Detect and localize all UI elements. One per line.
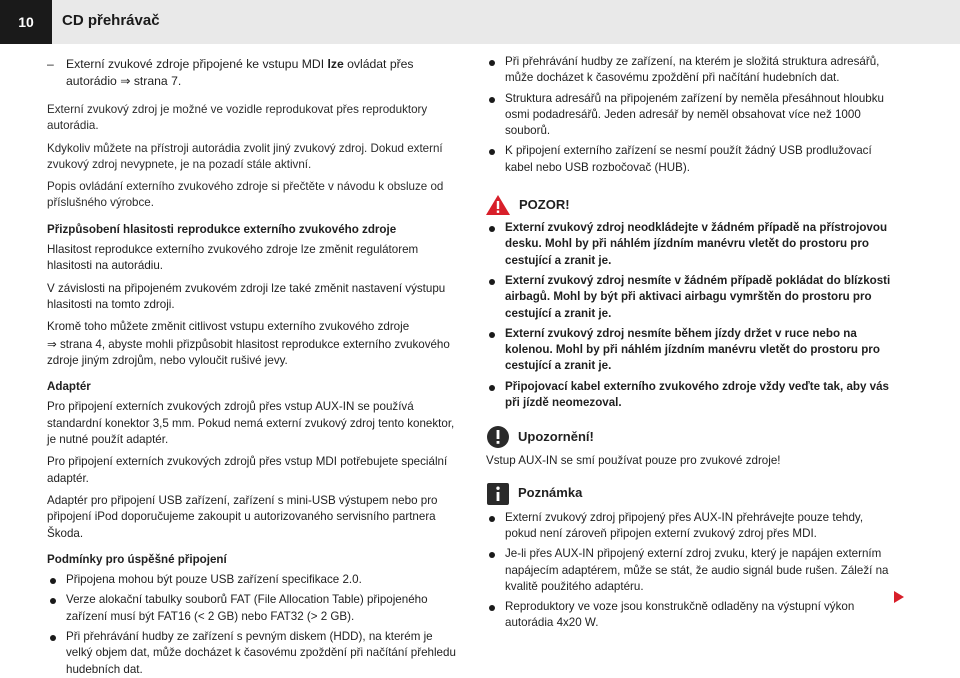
info-icon (486, 482, 510, 506)
warning-title: POZOR! (519, 196, 570, 212)
paragraph-switch-source: Kdykoliv můžete na přístroji autorádia zvolit jiný zvukový zdroj. Dokud externí zvukový zdroj nevypnete, je na pozadí stále aktivní. (47, 141, 443, 171)
intro-dash-item (47, 56, 462, 90)
paragraph-adapter-1: Pro připojení externích zvukových zdrojů přes vstup AUX-IN se používá standardní konektor 3,5 mm. Pokud nemá externí zvukový zdroj tento konektor, je nutné použít adaptér. (47, 400, 455, 447)
p6-before: Kromě toho můžete změnit citlivost vstupu externího zvukového zdroje (47, 320, 410, 334)
list-item: Externí zvukový zdroj nesmíte během jízdy držet v ruce nebo na kolenou. Mohl by při náhlém jízdním manévru vletět do prostoru pro cestující a zranit je. (486, 326, 891, 375)
warning-header (486, 194, 891, 216)
left-column (47, 48, 462, 678)
next-page-arrow-icon[interactable] (893, 590, 905, 604)
exclamation-circle-icon (486, 425, 510, 449)
warning-list (486, 220, 891, 411)
page-number: 10 (0, 0, 52, 44)
ref-arrow-icon: ⇒ (47, 336, 57, 351)
list-item: K připojení externího zařízení se nesmí použít žádný USB prodlužovací kabel nebo USB rozbočovač (HUB). (486, 143, 891, 176)
note-header (486, 482, 891, 506)
page-title: CD přehrávač (62, 12, 160, 29)
note-title: Poznámka (518, 485, 583, 501)
caution-header (486, 425, 891, 449)
paragraph-volume-1: Hlasitost reprodukce externího zvukového zdroje lze změnit regulátorem hlasitosti na autorádiu. (47, 243, 419, 273)
paragraph-adapter-3: Adaptér pro připojení USB zařízení, zařízení s mini-USB výstupem nebo pro připojení iPod doporučujeme zakoupit u autorizovaného servisního partnera Škoda. (47, 493, 438, 540)
paragraph-adapter-2: Pro připojení externích zvukových zdrojů přes vstup MDI potřebujete speciální adaptér. (47, 455, 448, 485)
list-item: Externí zvukový zdroj neodkládejte v žádném případě na přístrojovou desku. Mohl by při náhlém jízdním manévru vletět do prostoru pro cestující a zranit je. (486, 220, 891, 269)
intro-ref[interactable]: strana 7. (130, 74, 182, 88)
list-item: Připojena mohou být pouze USB zařízení specifikace 2.0. (47, 572, 462, 588)
conditions-list (47, 572, 462, 678)
note-list (486, 510, 891, 632)
intro-text-before: Externí zvukové zdroje připojené ke vstupu MDI (66, 57, 328, 71)
right-column (486, 48, 891, 632)
list-item: Při přehrávání hudby ze zařízení s pevným diskem (HDD), na kterém je velký objem dat, může docházet k časovému zpoždění při načítání přehledu hudebních dat. (47, 629, 462, 678)
caution-title: Upozornění! (518, 429, 594, 445)
bullet-list (486, 54, 891, 176)
paragraph-volume-2: V závislosti na připojeném zvukovém zdroji lze také změnit nastavení výstupu hlasitosti na tomto zdroji. (47, 281, 446, 311)
warning-triangle-icon (485, 194, 511, 216)
list-item: Struktura adresářů na připojeném zařízení by neměla přesáhnout hloubku osmi podadresářů. Jeden adresář by neměl obsahovat více než 1000 souborů. (486, 91, 891, 140)
dash-marker: – (47, 57, 54, 71)
caution-text: Vstup AUX-IN se smí používat pouze pro zvukové zdroje! (486, 454, 781, 468)
paragraph-manual: Popis ovládání externího zvukového zdroje si přečtěte v návodu k obsluze od příslušného výrobce. (47, 180, 444, 210)
list-item: Verze alokační tabulky souborů FAT (File Allocation Table) připojeného zařízení musí být FAT16 (< 2 GB) nebo FAT32 (> 2 GB). (47, 592, 462, 625)
heading-adapter: Adaptér (47, 380, 91, 394)
paragraph-speakers: Externí zvukový zdroj je možné ve vozidle reprodukovat přes reproduktory autorádia. (47, 103, 428, 133)
list-item: Připojovací kabel externího zvukového zdroje vždy veďte tak, aby vás při jízdě neomezoval. (486, 379, 891, 412)
heading-volume: Přizpůsobení hlasitosti reprodukce externího zvukového zdroje (47, 222, 397, 236)
list-item: Při přehrávání hudby ze zařízení, na kterém je složitá struktura adresářů, může docházet k časovému zpoždění při načítání hudebních dat. (486, 54, 891, 87)
intro-text-after: ovládat přes autorádio (66, 57, 414, 88)
heading-conditions: Podmínky pro úspěšné připojení (47, 552, 227, 566)
intro-bold-word: lze (327, 57, 344, 71)
list-item: Reproduktory ve voze jsou konstrukčně odladěny na výstupní výkon autorádia 4x20 W. (486, 599, 891, 632)
p6-after: strana 4, abyste mohli přizpůsobit hlasitost reprodukce externího zvukového zdroje jiným zdrojům, nebo vyloučit rušivé jevy. (47, 337, 450, 367)
ref-arrow-icon: ⇒ (120, 74, 131, 88)
list-item: Je-li přes AUX-IN připojený externí zdroj zvuku, který je napájen externím napájecím adaptérem, může se stát, že audio signál bude rušen. Záleží na kvalitě použitého adaptéru. (486, 546, 891, 595)
paragraph-volume-3 (47, 319, 462, 369)
list-item: Externí zvukový zdroj připojený přes AUX-IN přehrávejte pouze tehdy, pokud není zároveň připojen externí zvukový zdroj přes MDI. (486, 510, 891, 543)
list-item: Externí zvukový zdroj nesmíte v žádném případě pokládat do blízkosti airbagů. Mohl by být při aktivaci airbagu vymrštěn do prostoru pro cestující a zranit je. (486, 273, 891, 322)
